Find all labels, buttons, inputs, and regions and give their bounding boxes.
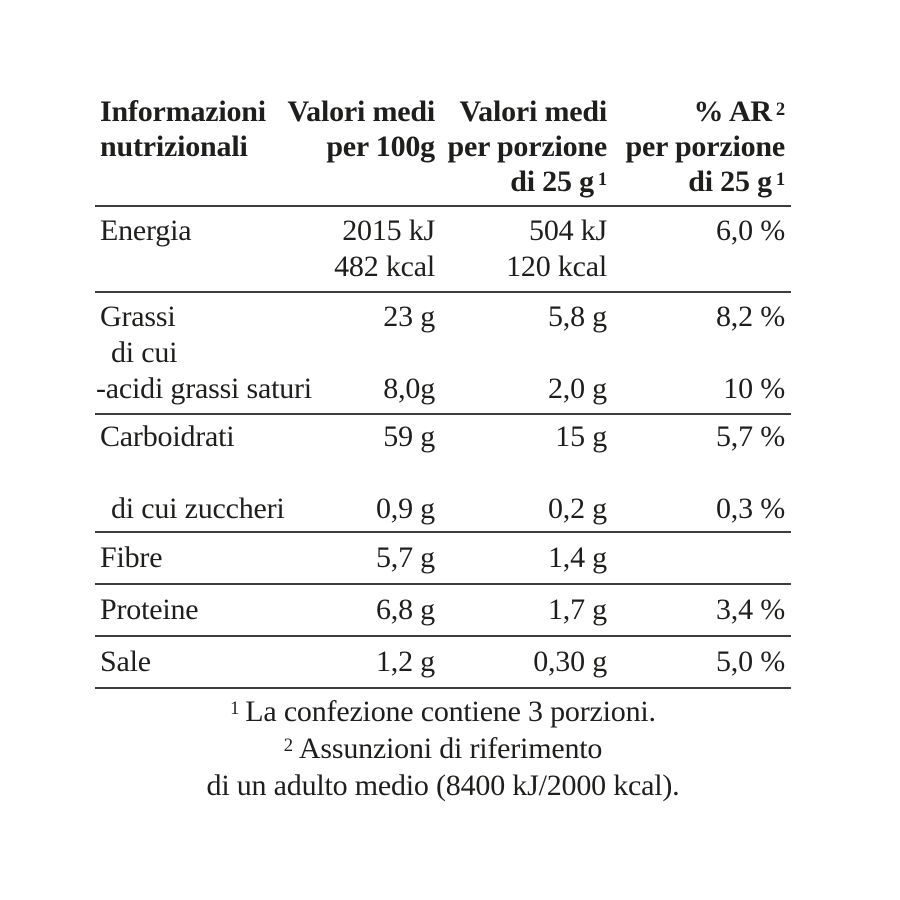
grassi-porzione-value [435,299,607,407]
footnote-ref-2: 2 [775,99,785,120]
row-spacer [95,455,285,491]
value-saturi-100g: 8,0g [383,372,435,405]
nutrition-table [95,94,791,689]
footnote-2-text: Assunzioni di riferimento [298,732,603,765]
value-g-100g: 6,8 g [375,593,435,626]
value-spacer [285,455,435,491]
header-col4-line1 [607,94,785,129]
grassi-label [95,299,312,407]
footnote-ref-1: 1 [775,169,785,190]
row-label: Carboidrati [100,420,235,453]
header-col2-line1: Valori medi [287,95,435,128]
header-percent-ar [607,94,791,199]
value-ar-percent: 3,4 % [716,593,785,626]
table-row-grassi [95,293,791,415]
value-g-porzione: 1,4 g [547,541,607,574]
header-col4-line3 [607,164,785,199]
value-g-100g: 5,7 g [375,541,435,574]
value-kcal-100g: 482 kcal [334,250,435,283]
footnote-2 [95,730,791,767]
row-label: Energia [100,214,192,247]
header-col3-line1: Valori medi [459,95,607,128]
energia-ar-value [607,213,791,285]
energia-porzione-value [435,213,607,285]
row-label: Proteine [100,593,199,626]
row-sublabel-zuccheri: di cui zuccheri [111,492,285,525]
grassi-ar-value [607,299,791,407]
energia-label [95,213,285,285]
value-zuccheri-100g: 0,9 g [375,492,435,525]
fibre-porzione-value [435,540,607,576]
value-g-porzione: 0,30 g [533,645,607,678]
header-col2-line2: per 100g [326,130,435,163]
header-col3-line2: per porzione [447,130,607,163]
value-g-porzione: 5,8 g [547,300,607,333]
footnote-2-continuation [95,767,791,804]
value-kcal-porzione: 120 kcal [506,250,607,283]
footnote-2-marker: 2 [283,735,293,756]
header-col1-line2: nutrizionali [100,130,248,163]
header-col3-line3 [435,164,607,199]
value-saturi-porzione: 2,0 g [547,372,607,405]
table-row-fibre [95,533,791,585]
table-header-row [95,94,791,207]
grassi-per100-value [285,299,435,407]
energia-per100-value [285,213,435,285]
footnote-2-continuation-text: di un adulto medio (8400 kJ/2000 kcal). [206,769,680,802]
fibre-label [95,540,285,576]
value-ar-percent: 5,7 % [716,420,785,453]
carboidrati-porzione-value [435,419,607,527]
header-col4-line1-text: % AR [693,95,772,128]
row-label: Fibre [100,541,163,574]
row-label: Grassi [100,300,176,333]
value-ar-percent: 6,0 % [716,214,785,247]
value-ar-empty [607,540,785,576]
value-zuccheri-porzione: 0,2 g [547,492,607,525]
value-g-porzione: 15 g [555,420,607,453]
fibre-ar-value [607,540,791,576]
proteine-ar-value [607,592,791,628]
sale-label [95,644,285,680]
value-spacer [285,335,435,371]
table-row-sale [95,637,791,689]
proteine-per100-value [285,592,435,628]
value-saturi-ar-percent: 10 % [723,372,785,405]
value-ar-percent: 5,0 % [716,645,785,678]
carboidrati-ar-value [607,419,791,527]
table-row-proteine [95,585,791,637]
value-g-porzione: 1,7 g [547,593,607,626]
value-spacer [607,335,785,371]
footnote-1-marker: 1 [230,698,240,719]
header-col4-line3-text: di 25 g [688,165,772,198]
value-ar-percent: 8,2 % [716,300,785,333]
row-label: Sale [100,645,151,678]
table-row-energia [95,207,791,293]
value-g-100g: 23 g [383,300,435,333]
value-g-100g: 1,2 g [375,645,435,678]
value-g-100g: 59 g [383,420,435,453]
sale-porzione-value [435,644,607,680]
header-valori-medi-100g [285,94,435,199]
header-col1-line1: Informazioni [100,95,266,128]
header-valori-medi-porzione [435,94,607,199]
value-spacer [435,455,607,491]
header-col3-line3-text: di 25 g [510,165,594,198]
carboidrati-label [95,419,285,527]
value-kj-porzione: 504 kJ [529,214,607,247]
sale-per100-value [285,644,435,680]
sale-ar-value [607,644,791,680]
header-informazioni-nutrizionali [95,94,285,199]
value-kj-100g: 2015 kJ [342,214,435,247]
footnote-1-text: La confezione contiene 3 porzioni. [245,695,656,728]
footnotes-block [95,693,791,804]
row-sublabel-saturi: -acidi grassi saturi [96,372,312,405]
proteine-porzione-value [435,592,607,628]
value-spacer [435,335,607,371]
footnote-ref-1: 1 [597,169,607,190]
fibre-per100-value [285,540,435,576]
row-sublabel-di-cui: di cui [111,336,178,369]
value-spacer [607,455,785,491]
table-row-carboidrati [95,415,791,533]
value-zuccheri-ar-percent: 0,3 % [716,492,785,525]
footnote-1 [95,693,791,730]
proteine-label [95,592,285,628]
header-col4-line2: per porzione [625,130,785,163]
carboidrati-per100-value [285,419,435,527]
